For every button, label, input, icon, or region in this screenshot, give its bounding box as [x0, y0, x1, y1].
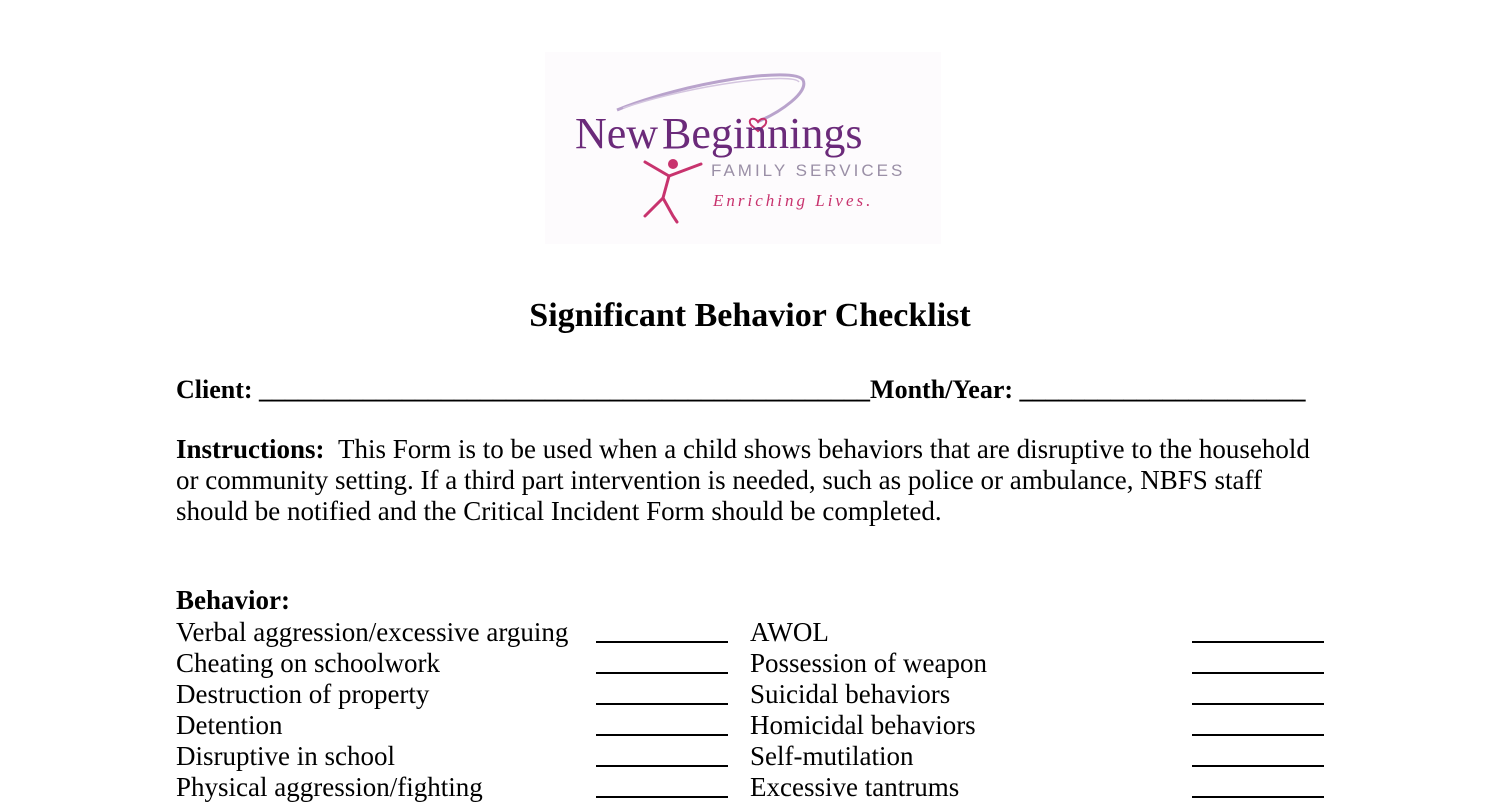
instructions-paragraph: [176, 434, 1336, 527]
client-label: Client:: [176, 375, 253, 404]
behavior-right-blank[interactable]: [1192, 672, 1324, 674]
behavior-right-blank[interactable]: [1192, 734, 1324, 736]
instructions-line-3: should be notified and the Critical Incident Form should be completed.: [176, 496, 942, 526]
behavior-right-label: Possession of weapon: [750, 648, 987, 678]
logo-wordmark-new: New: [575, 109, 659, 158]
instructions-text-1: This Form is to be used when a child shows behaviors that are disruptive to the household: [338, 434, 1310, 464]
behavior-left-blank[interactable]: [596, 703, 728, 705]
behavior-left-label: Physical aggression/fighting: [176, 772, 483, 802]
logo-subtitle: FAMILY SERVICES: [711, 161, 906, 180]
behavior-left-label: Cheating on schoolwork: [176, 648, 440, 678]
organization-logo: [545, 52, 941, 244]
behavior-right-label: Excessive tantrums: [750, 772, 960, 802]
behavior-left-blank[interactable]: [596, 796, 728, 798]
page-title: Significant Behavior Checklist: [529, 297, 971, 334]
behavior-left-blank[interactable]: [596, 765, 728, 767]
behavior-right-label: AWOL: [750, 617, 829, 647]
behavior-right-label: Self-mutilation: [750, 741, 914, 771]
behavior-right-blank[interactable]: [1192, 641, 1324, 643]
logo-wordmark-beginnings: Beginnings: [662, 109, 863, 158]
behavior-row: [0, 617, 1500, 648]
behavior-row: [0, 648, 1500, 679]
behavior-row: [0, 710, 1500, 741]
behavior-left-label: Detention: [176, 710, 283, 740]
behavior-left-blank[interactable]: [596, 734, 728, 736]
behavior-row: [0, 741, 1500, 772]
behavior-left-label: Disruptive in school: [176, 741, 395, 771]
behavior-right-blank[interactable]: [1192, 796, 1324, 798]
behavior-right-label: Suicidal behaviors: [750, 679, 951, 709]
instructions-line-1: [176, 434, 1336, 465]
month-year-label: Month/Year:: [870, 375, 1014, 404]
month-year-field[interactable]: ______________________: [1019, 375, 1306, 404]
behavior-left-blank[interactable]: [596, 672, 728, 674]
instructions-line-2: or community setting. If a third part intervention is needed, such as police or ambulance, NBFS staff: [176, 465, 1262, 495]
behavior-right-blank[interactable]: [1192, 703, 1324, 705]
behavior-left-label: Verbal aggression/excessive arguing: [176, 617, 569, 647]
behavior-right-label: Homicidal behaviors: [750, 710, 976, 740]
behavior-row: [0, 679, 1500, 710]
behavior-left-blank[interactable]: [596, 641, 728, 643]
behavior-row: [0, 772, 1500, 803]
client-month-line: [176, 374, 1306, 406]
behavior-left-label: Destruction of property: [176, 679, 430, 709]
instructions-label: Instructions:: [176, 434, 325, 464]
logo-tagline: Enriching Lives.: [713, 191, 874, 210]
behavior-heading: Behavior:: [176, 585, 290, 615]
client-field[interactable]: _______________________________________________: [259, 375, 871, 404]
behavior-right-blank[interactable]: [1192, 765, 1324, 767]
